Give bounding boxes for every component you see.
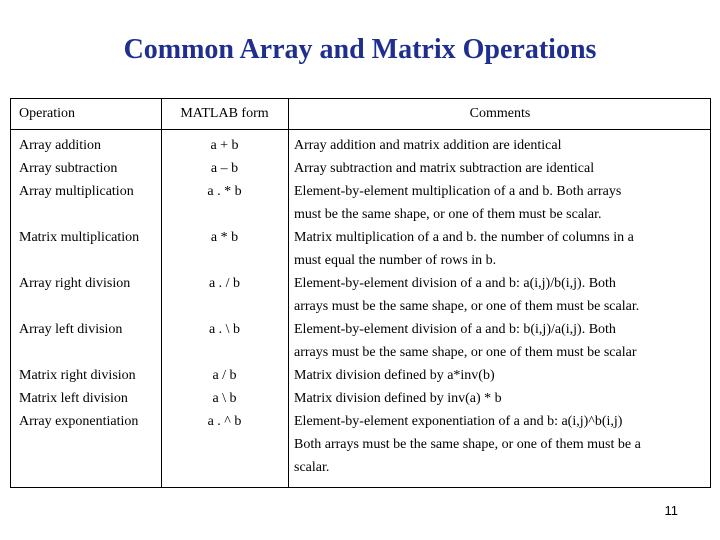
comment-line: Both arrays must be the same shape, or one of them must be a: [294, 437, 641, 452]
comment-line: Array addition and matrix addition are identical: [294, 138, 562, 153]
comment-line: Element-by-element division of a and b: a(i,j)/b(i,j). Both: [294, 276, 616, 291]
operation-cell: Matrix right division: [19, 368, 136, 383]
comment-line: must be the same shape, or one of them must be scalar.: [294, 207, 602, 222]
header-operation: Operation: [19, 106, 75, 121]
comment-line: must equal the number of rows in b.: [294, 253, 497, 268]
comment-line: arrays must be the same shape, or one of them must be scalar: [294, 345, 637, 360]
operation-cell: Array subtraction: [19, 161, 118, 176]
comment-line: Element-by-element exponentiation of a and b: a(i,j)^b(i,j): [294, 414, 623, 429]
operation-cell: Array multiplication: [19, 184, 134, 199]
page-title: Common Array and Matrix Operations: [123, 34, 597, 65]
comment-line: Matrix division defined by a*inv(b): [294, 368, 495, 383]
operation-cell: Matrix left division: [19, 391, 128, 406]
matlab-form-cell: a . * b: [207, 184, 242, 199]
comment-line: Element-by-element multiplication of a and b. Both arrays: [294, 184, 622, 199]
header-divider: [11, 129, 710, 130]
operations-table: [10, 98, 711, 488]
matlab-form-cell: a . / b: [208, 276, 241, 291]
column-divider: [288, 99, 289, 487]
comment-line: Array subtraction and matrix subtraction are identical: [294, 161, 595, 176]
comment-line: Element-by-element division of a and b: b(i,j)/a(i,j). Both: [294, 322, 616, 337]
header-comments: Comments: [469, 106, 531, 121]
comment-line: Matrix multiplication of a and b. the number of columns in a: [294, 230, 634, 245]
matlab-form-cell: a – b: [210, 161, 239, 176]
comment-line: scalar.: [294, 460, 330, 475]
operation-cell: Matrix multiplication: [19, 230, 140, 245]
matlab-form-cell: a . \ b: [208, 322, 241, 337]
matlab-form-cell: a * b: [210, 230, 239, 245]
page-number: 11: [664, 503, 678, 518]
matlab-form-cell: a . ^ b: [207, 414, 242, 429]
comment-line: Matrix division defined by inv(a) * b: [294, 391, 502, 406]
operation-cell: Array left division: [19, 322, 123, 337]
matlab-form-cell: a \ b: [212, 391, 237, 406]
operation-cell: Array addition: [19, 138, 102, 153]
matlab-form-cell: a / b: [212, 368, 237, 383]
operation-cell: Array exponentiation: [19, 414, 139, 429]
comment-line: arrays must be the same shape, or one of them must be scalar.: [294, 299, 640, 314]
operation-cell: Array right division: [19, 276, 131, 291]
header-matlab-form: MATLAB form: [180, 106, 269, 121]
matlab-form-cell: a + b: [210, 138, 239, 153]
